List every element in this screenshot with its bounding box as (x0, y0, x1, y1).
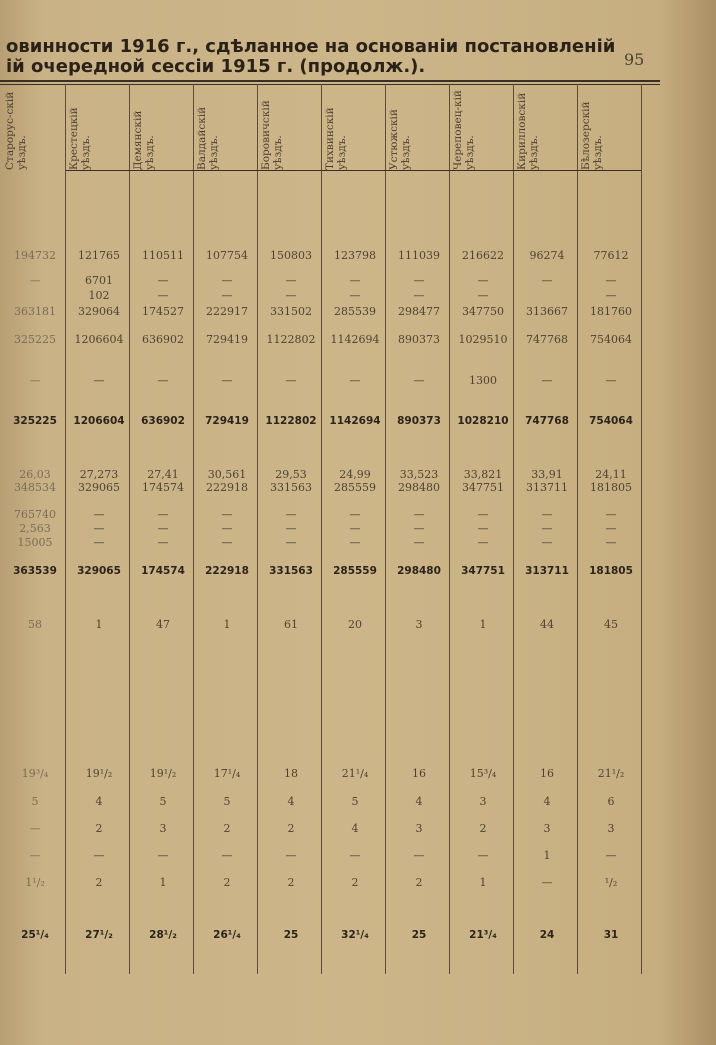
table-cell: 3 (415, 822, 423, 835)
table-cell: 4 (415, 795, 423, 808)
table-cell: — (477, 522, 489, 535)
table-cell: 24 (539, 929, 555, 941)
column-header: Бѣлозерскій уѣздъ. (580, 101, 604, 170)
column-header: Кирилловскій уѣздъ. (516, 92, 540, 170)
table-cell: 107754 (206, 249, 248, 262)
table-cell: — (157, 522, 169, 535)
column-header: Старорус-скій уѣздъ. (4, 91, 28, 170)
table-cell: — (93, 536, 105, 549)
table-cell: 25¹/₄ (21, 929, 49, 941)
table-cell: 27¹/₂ (85, 929, 113, 941)
table-cell: 1¹/₂ (25, 876, 45, 889)
table-cell: 363539 (13, 565, 57, 577)
table-cell: 27,273 (79, 468, 119, 481)
table-cell: 47 (156, 618, 170, 631)
table-cell: 5 (223, 795, 231, 808)
table-cell: — (29, 374, 41, 387)
table-cell: 30,561 (207, 468, 247, 481)
table-cell: 1142694 (329, 415, 381, 427)
table-cell: — (541, 374, 553, 387)
table-cell: 174574 (141, 565, 185, 577)
table-cell: 5 (159, 795, 167, 808)
table-cell: — (413, 289, 425, 302)
table-cell: 20 (348, 618, 362, 631)
table-cell: 15005 (17, 536, 53, 549)
table-cell: 194732 (14, 249, 56, 262)
table-cell: 181805 (589, 565, 633, 577)
table-cell: 347750 (462, 305, 504, 318)
header-title-line-2: ій очередной сессіи 1915 г. (продолж.). (6, 56, 426, 77)
column-header: Устюжскій уѣздъ. (388, 109, 412, 170)
table-cell: — (541, 508, 553, 521)
table-cell: 347751 (462, 481, 504, 494)
table-cell: 747768 (525, 415, 569, 427)
table-cell: 890373 (398, 333, 440, 346)
table-cell: 6701 (85, 274, 113, 287)
table-cell: — (605, 289, 617, 302)
table-cell: — (29, 849, 41, 862)
table-cell: 150803 (270, 249, 312, 262)
table-cell: 331563 (270, 481, 312, 494)
table-cell: 24,11 (595, 468, 627, 481)
table-cell: 2,563 (19, 522, 51, 535)
table-cell: 29,53 (275, 468, 307, 481)
table-cell: — (221, 374, 233, 387)
table-cell: — (349, 289, 361, 302)
table-cell: 5 (31, 795, 39, 808)
table-cell: — (605, 374, 617, 387)
header-rule (0, 80, 660, 82)
table-cell: 1142694 (330, 333, 380, 346)
table-cell: 216622 (462, 249, 504, 262)
table-cell: 21¹/₂ (597, 767, 625, 780)
table-cell: 174574 (142, 481, 184, 494)
table-cell: — (157, 274, 169, 287)
column-header: Боровичскій уѣздъ. (260, 100, 284, 170)
table-cell: — (221, 274, 233, 287)
table-cell: 31 (603, 929, 619, 941)
table-cell: — (605, 522, 617, 535)
table-cell: — (93, 522, 105, 535)
table-cell: — (285, 374, 297, 387)
table-cell: — (93, 374, 105, 387)
table-cell: — (285, 508, 297, 521)
table-cell: 4 (543, 795, 551, 808)
table-cell: 2 (479, 822, 487, 835)
table-cell: 331563 (269, 565, 313, 577)
table-cell: 3 (159, 822, 167, 835)
table-cell: — (605, 849, 617, 862)
table-cell: — (285, 289, 297, 302)
table-cell: 754064 (590, 333, 632, 346)
table-cell: 181805 (590, 481, 632, 494)
table-cell: 348534 (14, 481, 56, 494)
table-cell: 363181 (14, 305, 56, 318)
table-cell: 2 (95, 876, 103, 889)
table-cell: 1028210 (457, 415, 509, 427)
table-cell: 729419 (205, 415, 249, 427)
table-cell: 3 (415, 618, 423, 631)
table-cell: 765740 (14, 508, 56, 521)
table-cell: 636902 (142, 333, 184, 346)
table-cell: — (221, 536, 233, 549)
table-cell: 61 (284, 618, 298, 631)
table-cell: 77612 (593, 249, 629, 262)
table-cell: 1 (479, 618, 487, 631)
table-cell: 26,03 (19, 468, 51, 481)
table-cell: — (413, 274, 425, 287)
table-cell: 1122802 (266, 333, 316, 346)
table-cell: 5 (351, 795, 359, 808)
table-cell: 285559 (333, 565, 377, 577)
table-cell: 32¹/₄ (341, 929, 369, 941)
table-cell: 285559 (334, 481, 376, 494)
table-cell: 15³/₄ (469, 767, 497, 780)
table-cell: — (413, 522, 425, 535)
table-cell: — (221, 289, 233, 302)
table-cell: 102 (88, 289, 110, 302)
table-cell: 2 (287, 876, 295, 889)
table-cell: 329065 (77, 565, 121, 577)
table-cell: — (413, 849, 425, 862)
table-cell: 285539 (334, 305, 376, 318)
table-cell: 2 (415, 876, 423, 889)
table-cell: 26¹/₄ (213, 929, 241, 941)
table-cell: 313667 (526, 305, 568, 318)
table-cell: — (349, 274, 361, 287)
table-cell: 1300 (469, 374, 497, 387)
column-header-rule (66, 170, 641, 171)
table-cell: 24,99 (339, 468, 371, 481)
table-cell: — (477, 508, 489, 521)
table-cell: 754064 (589, 415, 633, 427)
table-cell: 729419 (206, 333, 248, 346)
table-cell: 4 (287, 795, 295, 808)
table-cell: — (477, 536, 489, 549)
table-cell: 44 (540, 618, 554, 631)
table-cell: 3 (479, 795, 487, 808)
table-cell: — (157, 536, 169, 549)
table-cell: — (541, 274, 553, 287)
table-cell: 2 (351, 876, 359, 889)
table-cell: 21³/₄ (469, 929, 497, 941)
table-cell: 27,41 (147, 468, 179, 481)
column-header: Тихвинскій уѣздъ. (324, 107, 348, 170)
table-cell: — (285, 849, 297, 862)
table-cell: — (285, 274, 297, 287)
table-cell: 329064 (78, 305, 120, 318)
table-cell: 28¹/₂ (149, 929, 177, 941)
table-cell: — (349, 522, 361, 535)
table-cell: — (413, 536, 425, 549)
table-cell: 222918 (206, 481, 248, 494)
table-cell: 1 (543, 849, 551, 862)
table-cell: 19³/₄ (21, 767, 49, 780)
table-cell: — (221, 522, 233, 535)
table-cell: 331502 (270, 305, 312, 318)
table-cell: — (541, 536, 553, 549)
table-cell: — (477, 274, 489, 287)
table-cell: 111039 (398, 249, 440, 262)
table-cell: 636902 (141, 415, 185, 427)
table-cell: 1 (479, 876, 487, 889)
table-cell: 298480 (397, 565, 441, 577)
header-rule-thin (0, 84, 660, 85)
table-cell: 123798 (334, 249, 376, 262)
table-cell: 298477 (398, 305, 440, 318)
table-cell: — (285, 522, 297, 535)
table-cell: 1029510 (458, 333, 508, 346)
column-header: Демянскій уѣздъ. (132, 110, 156, 170)
table-cell: — (541, 522, 553, 535)
column-header: Валдайскій уѣздъ. (196, 106, 220, 170)
table-cell: — (221, 849, 233, 862)
table-cell: 17¹/₄ (213, 767, 241, 780)
column-header: Череповец-кій уѣздъ. (452, 90, 476, 170)
table-cell: 21¹/₄ (341, 767, 369, 780)
table-cell: 96274 (529, 249, 565, 262)
table-cell: 2 (95, 822, 103, 835)
table-cell: 25 (411, 929, 427, 941)
table-cell: 1122802 (265, 415, 317, 427)
table-cell: — (413, 374, 425, 387)
table-cell: — (477, 849, 489, 862)
table-cell: 222918 (205, 565, 249, 577)
table-cell: 313711 (526, 481, 568, 494)
table-cell: — (93, 508, 105, 521)
table-cell: ¹/₂ (604, 876, 618, 889)
table-cell: 2 (223, 822, 231, 835)
table-cell: 3 (543, 822, 551, 835)
table-cell: 3 (607, 822, 615, 835)
table-cell: — (349, 536, 361, 549)
table-cell: 222917 (206, 305, 248, 318)
table-cell: 329065 (78, 481, 120, 494)
table-cell: 19¹/₂ (85, 767, 113, 780)
table-cell: 890373 (397, 415, 441, 427)
table-cell: — (349, 849, 361, 862)
table-cell: 325225 (14, 333, 56, 346)
table-cell: — (221, 508, 233, 521)
table-cell: 325225 (13, 415, 57, 427)
table-cell: — (157, 289, 169, 302)
table-cell: — (349, 374, 361, 387)
table-cell: 6 (607, 795, 615, 808)
table-cell: — (477, 289, 489, 302)
table-cell: — (605, 536, 617, 549)
table-cell: — (605, 508, 617, 521)
table-cell: — (93, 849, 105, 862)
table-cell: 110511 (142, 249, 184, 262)
table-cell: 45 (604, 618, 618, 631)
table-cell: 16 (540, 767, 554, 780)
table-cell: 2 (287, 822, 295, 835)
table-cell: — (413, 508, 425, 521)
table-cell: 4 (351, 822, 359, 835)
page-number: 95 (624, 50, 645, 69)
table-cell: 33,523 (399, 468, 439, 481)
table-cell: — (541, 876, 553, 889)
table-cell: — (285, 536, 297, 549)
table-cell: 313711 (525, 565, 569, 577)
column-header: Крестецкій уѣздъ. (68, 107, 92, 170)
table-cell: 298480 (398, 481, 440, 494)
table-cell: — (605, 274, 617, 287)
table-cell: 4 (95, 795, 103, 808)
table-cell: — (29, 822, 41, 835)
table-cell: 58 (28, 618, 42, 631)
table-cell: — (157, 374, 169, 387)
table-cell: 33,821 (463, 468, 503, 481)
table-cell: 33,91 (531, 468, 563, 481)
table-cell: 347751 (461, 565, 505, 577)
table-cell: 1 (223, 618, 231, 631)
table-cell: — (157, 508, 169, 521)
table-cell: 121765 (78, 249, 120, 262)
table-cell: 174527 (142, 305, 184, 318)
table-cell: 25 (283, 929, 299, 941)
table-cell: 1206604 (74, 333, 124, 346)
table-cell: 1206604 (73, 415, 125, 427)
table-cell: 18 (284, 767, 298, 780)
table-cell: 16 (412, 767, 426, 780)
table-cell: 181760 (590, 305, 632, 318)
table-cell: — (349, 508, 361, 521)
table-cell: — (29, 274, 41, 287)
table-cell: 1 (159, 876, 167, 889)
table-cell: 19¹/₂ (149, 767, 177, 780)
table-cell: 2 (223, 876, 231, 889)
table-cell: — (157, 849, 169, 862)
header-title-line-1: овинности 1916 г., сдѣланное на основаніи постановленій (6, 36, 616, 57)
table-cell: 747768 (526, 333, 568, 346)
table-cell: 1 (95, 618, 103, 631)
